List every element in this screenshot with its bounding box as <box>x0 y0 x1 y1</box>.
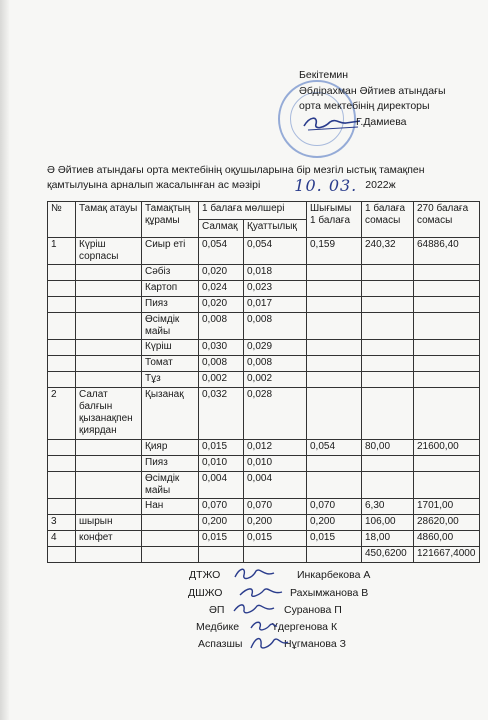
cell-num <box>48 372 76 388</box>
table-row <box>48 472 480 499</box>
menu-heading <box>47 163 467 193</box>
cell-cost-270 <box>414 297 480 313</box>
cell-yield <box>307 297 362 313</box>
cell-cost-one: 6,30 <box>362 499 414 515</box>
table-row <box>48 356 480 372</box>
approval-title: Бекітемин <box>299 69 349 81</box>
cell-yield <box>307 472 362 499</box>
table-row <box>48 281 480 297</box>
cell-yield: 0,054 <box>307 440 362 456</box>
cell-dish: Күріш сорпасы <box>76 238 142 265</box>
cell-cost-270 <box>414 265 480 281</box>
cell-cost-270: 4860,00 <box>414 531 480 547</box>
cell-num <box>48 340 76 356</box>
cell-dish <box>76 297 142 313</box>
cell-cost-270 <box>414 456 480 472</box>
signature-scribble-3 <box>230 600 276 618</box>
cell-gross: 0,200 <box>199 515 244 531</box>
cell-cost-270 <box>414 472 480 499</box>
heading-line-2: қамтылуына арналып жасалынған ас мәзірі 10. 03. 2022ж <box>47 176 396 195</box>
cell-num <box>48 297 76 313</box>
cell-yield <box>307 356 362 372</box>
cell-yield: 0,200 <box>307 515 362 531</box>
cell-gross: 0,002 <box>199 372 244 388</box>
table-row <box>48 547 480 563</box>
cell-cost-one: 18,00 <box>362 531 414 547</box>
cell-dish <box>76 547 142 563</box>
cell-composition: Картоп <box>142 281 199 297</box>
cell-cost-270 <box>414 356 480 372</box>
signature-name: Нұгманова З <box>284 638 346 650</box>
table-row <box>48 388 480 440</box>
cell-num: 1 <box>48 238 76 265</box>
cell-dish <box>76 313 142 340</box>
cell-num: 3 <box>48 515 76 531</box>
cell-cost-one <box>362 356 414 372</box>
cell-cost-one <box>362 340 414 356</box>
cell-cost-one: 80,00 <box>362 440 414 456</box>
cell-gross: 0,030 <box>199 340 244 356</box>
cell-yield: 0,015 <box>307 531 362 547</box>
cell-yield: 0,159 <box>307 238 362 265</box>
cell-num <box>48 472 76 499</box>
table-row <box>48 499 480 515</box>
approval-position: орта мектебінің директоры <box>299 100 430 112</box>
cell-gross: 0,070 <box>199 499 244 515</box>
cell-cost-270: 64886,40 <box>414 238 480 265</box>
cell-dish <box>76 281 142 297</box>
cell-net: 0,200 <box>244 515 307 531</box>
cell-yield: 0,070 <box>307 499 362 515</box>
cell-dish <box>76 372 142 388</box>
cell-composition: Қызанақ <box>142 388 199 440</box>
cell-dish: Салат балғын қызанақпен қиярдан <box>76 388 142 440</box>
cell-composition: Сиыр еті <box>142 238 199 265</box>
table-row <box>48 340 480 356</box>
cell-yield <box>307 281 362 297</box>
signature-line: ДТЖО <box>189 569 221 581</box>
signature-scribble-2 <box>238 583 284 601</box>
header-net: Қуаттылық <box>244 220 307 238</box>
table-row <box>48 238 480 265</box>
cell-cost-one: 240,32 <box>362 238 414 265</box>
heading-line-1: Ә Әйтиев атындағы орта мектебінің оқушыларына бір мезгіл ыстық тамақпен <box>47 164 425 176</box>
signature-scribble-5 <box>248 632 290 654</box>
table-row <box>48 372 480 388</box>
cell-gross: 0,024 <box>199 281 244 297</box>
table-row <box>48 531 480 547</box>
cell-gross: 0,032 <box>199 388 244 440</box>
approval-block <box>299 68 446 130</box>
cell-gross: 0,015 <box>199 440 244 456</box>
cell-num: 4 <box>48 531 76 547</box>
cell-yield <box>307 313 362 340</box>
cell-dish <box>76 265 142 281</box>
cell-num <box>48 281 76 297</box>
cell-net: 0,002 <box>244 372 307 388</box>
signature-line: Медбике <box>196 621 240 633</box>
table-row <box>48 515 480 531</box>
cell-num <box>48 265 76 281</box>
header-cost-270: 270 балаға сомасы <box>414 202 480 238</box>
cell-cost-270 <box>414 388 480 440</box>
cell-net: 0,012 <box>244 440 307 456</box>
cell-gross: 0,004 <box>199 472 244 499</box>
cell-gross: 0,015 <box>199 531 244 547</box>
cell-dish <box>76 472 142 499</box>
page-edge-shadow <box>0 0 10 720</box>
signature-name: Инкарбекова А <box>297 569 371 581</box>
menu-table <box>47 201 480 563</box>
cell-yield <box>307 372 362 388</box>
signature-line: Аспазшы <box>198 638 243 650</box>
cell-gross: 0,020 <box>199 297 244 313</box>
cell-composition: Нан <box>142 499 199 515</box>
handwritten-date: 10. 03. <box>294 176 358 195</box>
signature-line: ӘП <box>209 604 225 616</box>
cell-gross: 0,008 <box>199 356 244 372</box>
cell-yield <box>307 340 362 356</box>
cell-gross: 0,054 <box>199 238 244 265</box>
cell-net <box>244 547 307 563</box>
cell-gross: 0,020 <box>199 265 244 281</box>
table-row <box>48 440 480 456</box>
cell-gross: 0,010 <box>199 456 244 472</box>
cell-net: 0,017 <box>244 297 307 313</box>
cell-cost-270 <box>414 313 480 340</box>
cell-num <box>48 499 76 515</box>
cell-cost-270: 1701,00 <box>414 499 480 515</box>
table-header-row <box>48 202 480 220</box>
cell-cost-one: 106,00 <box>362 515 414 531</box>
header-yield: Шығымы 1 балаға <box>307 202 362 238</box>
cell-composition <box>142 531 199 547</box>
cell-composition: Өсімдік майы <box>142 313 199 340</box>
cell-composition: Сәбіз <box>142 265 199 281</box>
table-row <box>48 297 480 313</box>
cell-yield <box>307 456 362 472</box>
cell-net: 0,010 <box>244 456 307 472</box>
cell-gross <box>199 547 244 563</box>
cell-composition: Пияз <box>142 456 199 472</box>
cell-net: 0,054 <box>244 238 307 265</box>
cell-cost-270 <box>414 372 480 388</box>
cell-num: 2 <box>48 388 76 440</box>
cell-cost-one <box>362 472 414 499</box>
cell-cost-one <box>362 456 414 472</box>
cell-net: 0,004 <box>244 472 307 499</box>
cell-cost-270: 28620,00 <box>414 515 480 531</box>
cell-composition: Өсімдік майы <box>142 472 199 499</box>
cell-cost-one <box>362 297 414 313</box>
cell-dish <box>76 340 142 356</box>
cell-dish: шырын <box>76 515 142 531</box>
cell-net: 0,008 <box>244 313 307 340</box>
cell-num <box>48 313 76 340</box>
cell-net: 0,015 <box>244 531 307 547</box>
cell-cost-270 <box>414 340 480 356</box>
cell-num <box>48 356 76 372</box>
signature-name: Рахымжанова В <box>290 587 369 599</box>
cell-yield <box>307 388 362 440</box>
cell-gross: 0,008 <box>199 313 244 340</box>
cell-cost-one <box>362 281 414 297</box>
cell-num <box>48 440 76 456</box>
signature-scribble-1 <box>232 565 278 583</box>
cell-net: 0,008 <box>244 356 307 372</box>
signature-name: Үдергенова К <box>272 621 338 633</box>
cell-dish: конфет <box>76 531 142 547</box>
cell-cost-270: 21600,00 <box>414 440 480 456</box>
cell-cost-270: 121667,4000 <box>414 547 480 563</box>
table-row <box>48 313 480 340</box>
cell-num <box>48 456 76 472</box>
cell-net: 0,070 <box>244 499 307 515</box>
cell-composition <box>142 515 199 531</box>
cell-cost-one <box>362 265 414 281</box>
heading-year: 2022ж <box>365 179 396 191</box>
cell-yield <box>307 265 362 281</box>
cell-dish <box>76 440 142 456</box>
cell-net: 0,028 <box>244 388 307 440</box>
signature-name: Суранова П <box>284 604 342 616</box>
cell-cost-270 <box>414 281 480 297</box>
header-dish: Тамақ атауы <box>76 202 142 238</box>
cell-composition: Пияз <box>142 297 199 313</box>
table-row <box>48 456 480 472</box>
cell-composition <box>142 547 199 563</box>
cell-dish <box>76 456 142 472</box>
cell-composition: Томат <box>142 356 199 372</box>
cell-cost-one <box>362 388 414 440</box>
header-amount: 1 балаға мөлшері <box>199 202 307 220</box>
cell-dish <box>76 356 142 372</box>
approval-school: Әбдірахман Әйтиев атындағы <box>299 84 446 97</box>
cell-num <box>48 547 76 563</box>
header-cost-one: 1 балаға сомасы <box>362 202 414 238</box>
header-gross: Салмақ <box>199 220 244 238</box>
cell-net: 0,018 <box>244 265 307 281</box>
signature-line: ДШЖО <box>188 587 223 599</box>
cell-composition: Қияр <box>142 440 199 456</box>
approval-director: Г.Дамиева <box>356 115 407 128</box>
cell-composition: Тұз <box>142 372 199 388</box>
cell-composition: Күріш <box>142 340 199 356</box>
cell-yield <box>307 547 362 563</box>
header-composition: Тамақтың құрамы <box>142 202 199 238</box>
cell-cost-one <box>362 313 414 340</box>
cell-cost-one: 450,6200 <box>362 547 414 563</box>
table-row <box>48 265 480 281</box>
cell-net: 0,023 <box>244 281 307 297</box>
cell-cost-one <box>362 372 414 388</box>
cell-net: 0,029 <box>244 340 307 356</box>
header-num: № <box>48 202 76 238</box>
cell-dish <box>76 499 142 515</box>
